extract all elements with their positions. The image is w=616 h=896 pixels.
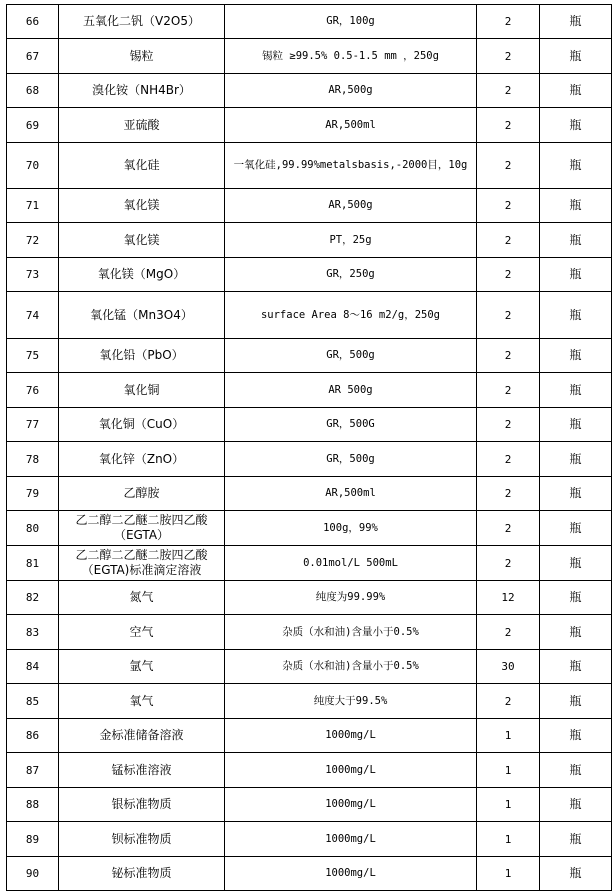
row-number: 83 bbox=[7, 615, 59, 650]
reagent-quantity: 2 bbox=[477, 5, 540, 39]
reagent-quantity: 1 bbox=[477, 719, 540, 753]
table-row bbox=[7, 477, 612, 511]
reagent-quantity: 1 bbox=[477, 822, 540, 857]
reagent-unit: 瓶 bbox=[540, 442, 612, 477]
reagent-quantity: 2 bbox=[477, 408, 540, 442]
reagent-spec: 纯度大于99.5% bbox=[225, 684, 477, 719]
reagent-quantity: 2 bbox=[477, 223, 540, 258]
reagent-name: 锰标准溶液 bbox=[59, 753, 225, 788]
table-row bbox=[7, 5, 612, 39]
reagent-unit: 瓶 bbox=[540, 292, 612, 339]
table-row bbox=[7, 189, 612, 223]
reagent-unit: 瓶 bbox=[540, 719, 612, 753]
reagent-quantity: 2 bbox=[477, 477, 540, 511]
reagent-unit: 瓶 bbox=[540, 753, 612, 788]
reagent-quantity: 2 bbox=[477, 39, 540, 74]
reagent-spec: 杂质（水和油)含量小于0.5% bbox=[225, 650, 477, 684]
reagent-spec: GR，250g bbox=[225, 258, 477, 292]
reagent-unit: 瓶 bbox=[540, 39, 612, 74]
reagent-name: 金标准储备溶液 bbox=[59, 719, 225, 753]
reagent-quantity: 2 bbox=[477, 292, 540, 339]
reagent-name: 氧化铜 bbox=[59, 373, 225, 408]
row-number: 86 bbox=[7, 719, 59, 753]
reagent-quantity: 2 bbox=[477, 258, 540, 292]
reagent-unit: 瓶 bbox=[540, 189, 612, 223]
table-row bbox=[7, 223, 612, 258]
row-number: 90 bbox=[7, 857, 59, 891]
reagent-spec: 1000mg/L bbox=[225, 753, 477, 788]
reagent-name: 氧化镁（MgO） bbox=[59, 258, 225, 292]
reagent-spec: 0.01mol/L 500mL bbox=[225, 546, 477, 581]
table-row bbox=[7, 408, 612, 442]
row-number: 84 bbox=[7, 650, 59, 684]
reagent-spec: 锡粒 ≥99.5% 0.5-1.5 mm ，250g bbox=[225, 39, 477, 74]
reagent-spec: PT，25g bbox=[225, 223, 477, 258]
reagent-quantity: 12 bbox=[477, 581, 540, 615]
reagent-name: 氧化铅（PbO） bbox=[59, 339, 225, 373]
reagent-name: 氧化锌（ZnO） bbox=[59, 442, 225, 477]
reagent-spec: GR，100g bbox=[225, 5, 477, 39]
reagent-quantity: 2 bbox=[477, 442, 540, 477]
table-row bbox=[7, 546, 612, 581]
table-row bbox=[7, 822, 612, 857]
reagent-spec: 1000mg/L bbox=[225, 857, 477, 891]
reagent-name: 五氧化二钒（V2O5） bbox=[59, 5, 225, 39]
reagent-spec: 100g，99% bbox=[225, 511, 477, 546]
reagent-name: 亚硫酸 bbox=[59, 108, 225, 143]
reagent-name: 乙二醇二乙醚二胺四乙酸（EGTA)标准滴定溶液 bbox=[59, 546, 225, 581]
table-row bbox=[7, 373, 612, 408]
reagent-name: 乙二醇二乙醚二胺四乙酸（EGTA） bbox=[59, 511, 225, 546]
row-number: 71 bbox=[7, 189, 59, 223]
table-row bbox=[7, 719, 612, 753]
reagent-table bbox=[6, 4, 612, 891]
reagent-unit: 瓶 bbox=[540, 223, 612, 258]
row-number: 69 bbox=[7, 108, 59, 143]
reagent-quantity: 2 bbox=[477, 615, 540, 650]
reagent-unit: 瓶 bbox=[540, 857, 612, 891]
reagent-spec: GR，500g bbox=[225, 339, 477, 373]
row-number: 78 bbox=[7, 442, 59, 477]
table-row bbox=[7, 650, 612, 684]
reagent-unit: 瓶 bbox=[540, 258, 612, 292]
row-number: 74 bbox=[7, 292, 59, 339]
reagent-unit: 瓶 bbox=[540, 511, 612, 546]
reagent-spec: 1000mg/L bbox=[225, 788, 477, 822]
reagent-name: 银标准物质 bbox=[59, 788, 225, 822]
reagent-name: 氧化铜（CuO） bbox=[59, 408, 225, 442]
reagent-spec: AR,500g bbox=[225, 189, 477, 223]
reagent-quantity: 1 bbox=[477, 753, 540, 788]
row-number: 76 bbox=[7, 373, 59, 408]
reagent-unit: 瓶 bbox=[540, 684, 612, 719]
row-number: 87 bbox=[7, 753, 59, 788]
row-number: 82 bbox=[7, 581, 59, 615]
reagent-name: 氮气 bbox=[59, 581, 225, 615]
table-row bbox=[7, 857, 612, 891]
reagent-unit: 瓶 bbox=[540, 108, 612, 143]
table-row bbox=[7, 74, 612, 108]
row-number: 77 bbox=[7, 408, 59, 442]
table-row bbox=[7, 442, 612, 477]
row-number: 70 bbox=[7, 143, 59, 189]
reagent-name: 空气 bbox=[59, 615, 225, 650]
row-number: 72 bbox=[7, 223, 59, 258]
table-row bbox=[7, 108, 612, 143]
table-row bbox=[7, 511, 612, 546]
table-row bbox=[7, 684, 612, 719]
reagent-name: 氧化硅 bbox=[59, 143, 225, 189]
reagent-quantity: 2 bbox=[477, 74, 540, 108]
reagent-unit: 瓶 bbox=[540, 143, 612, 189]
reagent-unit: 瓶 bbox=[540, 546, 612, 581]
reagent-spec: 杂质（水和油)含量小于0.5% bbox=[225, 615, 477, 650]
reagent-name: 氧化锰（Mn3O4） bbox=[59, 292, 225, 339]
reagent-unit: 瓶 bbox=[540, 373, 612, 408]
reagent-spec: GR，500g bbox=[225, 442, 477, 477]
row-number: 81 bbox=[7, 546, 59, 581]
row-number: 68 bbox=[7, 74, 59, 108]
reagent-unit: 瓶 bbox=[540, 408, 612, 442]
reagent-quantity: 2 bbox=[477, 143, 540, 189]
reagent-name: 锡粒 bbox=[59, 39, 225, 74]
reagent-name: 溴化铵（NH4Br） bbox=[59, 74, 225, 108]
row-number: 67 bbox=[7, 39, 59, 74]
row-number: 88 bbox=[7, 788, 59, 822]
reagent-unit: 瓶 bbox=[540, 581, 612, 615]
reagent-name: 氧气 bbox=[59, 684, 225, 719]
row-number: 73 bbox=[7, 258, 59, 292]
reagent-unit: 瓶 bbox=[540, 615, 612, 650]
reagent-name: 铋标准物质 bbox=[59, 857, 225, 891]
row-number: 75 bbox=[7, 339, 59, 373]
reagent-unit: 瓶 bbox=[540, 788, 612, 822]
row-number: 66 bbox=[7, 5, 59, 39]
table-row bbox=[7, 615, 612, 650]
table-row bbox=[7, 753, 612, 788]
table-row bbox=[7, 292, 612, 339]
reagent-quantity: 2 bbox=[477, 108, 540, 143]
reagent-spec: 纯度为99.99% bbox=[225, 581, 477, 615]
reagent-unit: 瓶 bbox=[540, 339, 612, 373]
reagent-quantity: 2 bbox=[477, 189, 540, 223]
reagent-quantity: 30 bbox=[477, 650, 540, 684]
table-row bbox=[7, 143, 612, 189]
reagent-quantity: 2 bbox=[477, 339, 540, 373]
reagent-unit: 瓶 bbox=[540, 477, 612, 511]
reagent-spec: AR 500g bbox=[225, 373, 477, 408]
reagent-spec: AR,500ml bbox=[225, 108, 477, 143]
row-number: 89 bbox=[7, 822, 59, 857]
table-row bbox=[7, 788, 612, 822]
table-row bbox=[7, 339, 612, 373]
reagent-name: 氧化镁 bbox=[59, 189, 225, 223]
reagent-spec: AR,500g bbox=[225, 74, 477, 108]
reagent-quantity: 1 bbox=[477, 857, 540, 891]
reagent-quantity: 1 bbox=[477, 788, 540, 822]
reagent-unit: 瓶 bbox=[540, 74, 612, 108]
reagent-spec: 1000mg/L bbox=[225, 822, 477, 857]
reagent-quantity: 2 bbox=[477, 684, 540, 719]
reagent-quantity: 2 bbox=[477, 546, 540, 581]
row-number: 79 bbox=[7, 477, 59, 511]
table-row bbox=[7, 39, 612, 74]
reagent-spec: 1000mg/L bbox=[225, 719, 477, 753]
reagent-unit: 瓶 bbox=[540, 5, 612, 39]
reagent-table-body bbox=[7, 5, 612, 891]
reagent-quantity: 2 bbox=[477, 373, 540, 408]
table-row bbox=[7, 581, 612, 615]
reagent-spec: 一氧化硅,99.99%metalsbasis,-2000目，10g bbox=[225, 143, 477, 189]
reagent-quantity: 2 bbox=[477, 511, 540, 546]
reagent-name: 氧化镁 bbox=[59, 223, 225, 258]
reagent-name: 钡标准物质 bbox=[59, 822, 225, 857]
reagent-unit: 瓶 bbox=[540, 650, 612, 684]
reagent-spec: GR，500G bbox=[225, 408, 477, 442]
row-number: 80 bbox=[7, 511, 59, 546]
reagent-spec: AR,500ml bbox=[225, 477, 477, 511]
reagent-unit: 瓶 bbox=[540, 822, 612, 857]
reagent-name: 氩气 bbox=[59, 650, 225, 684]
table-row bbox=[7, 258, 612, 292]
reagent-spec: surface Area 8～16 m2/g，250g bbox=[225, 292, 477, 339]
row-number: 85 bbox=[7, 684, 59, 719]
reagent-name: 乙醇胺 bbox=[59, 477, 225, 511]
